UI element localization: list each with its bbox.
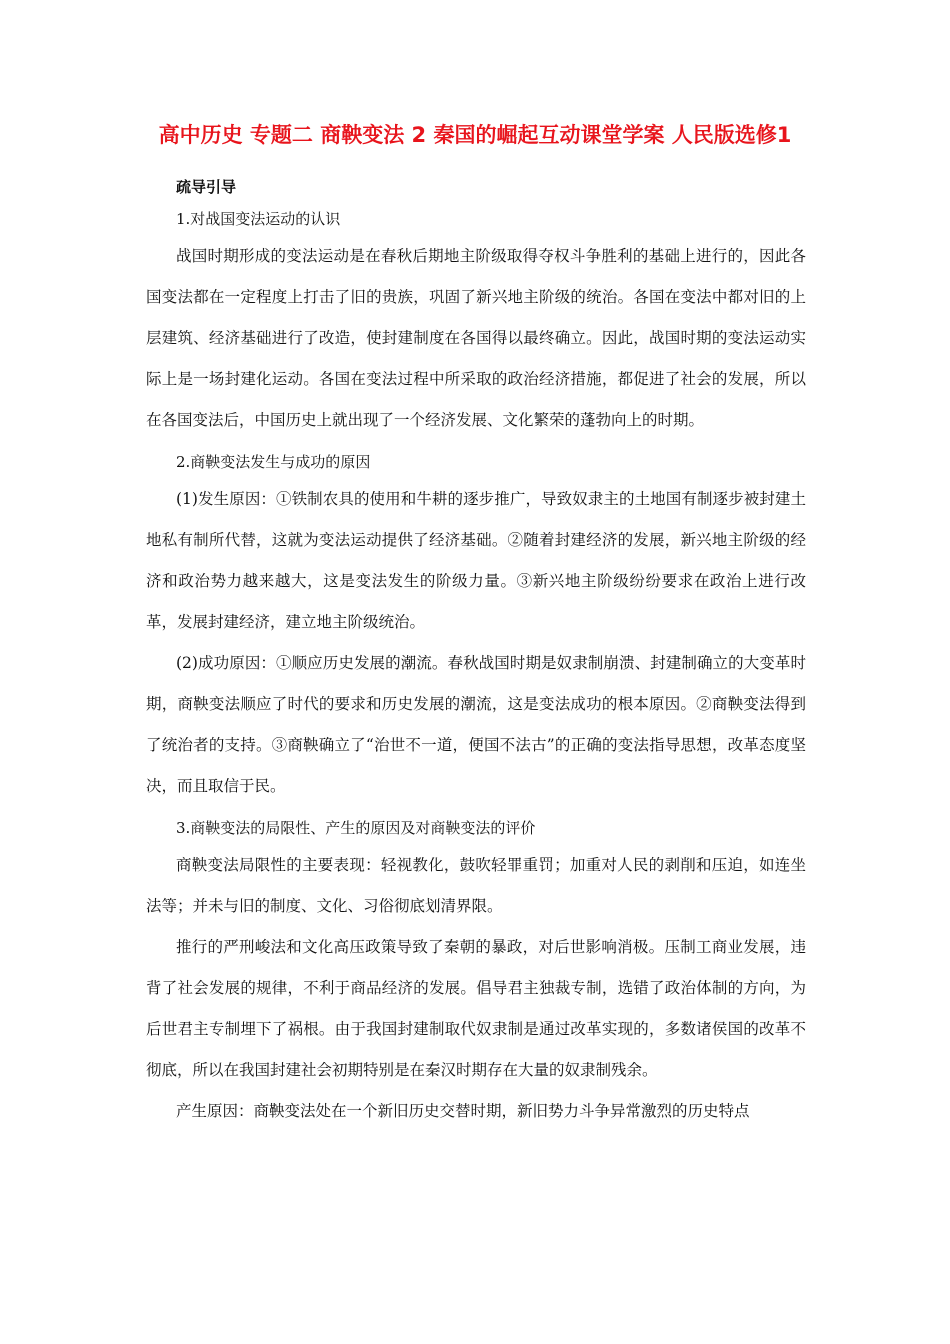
subheading-3: 3.商鞅变法的局限性、产生的原因及对商鞅变法的评价	[176, 819, 536, 837]
paragraph-1: 战国时期形成的变法运动是在春秋后期地主阶级取得夺权斗争胜利的基础上进行的，因此各国变法都在一定程度上打击了旧的贵族，巩固了新兴地主阶级的统治。各国在变法中都对旧的上层建筑、经济基础进行了改造，使封建制度在各国得以最终确立。因此，战国时期的变法运动实际上是一场封建化运动。各国在变法过程中所采取的政治经济措施，都促进了社会的发展，所以在各国变法后，中国历史上就出现了一个经济发展、文化繁荣的蓬勃向上的时期。	[146, 247, 806, 429]
document-title: 高中历史 专题二 商鞅变法 2 秦国的崛起互动课堂学案 人民版选修1	[158, 123, 792, 147]
paragraph-6: 产生原因：商鞅变法处在一个新旧历史交替时期，新旧势力斗争异常激烈的历史特点	[176, 1102, 750, 1120]
document-body	[146, 176, 806, 1132]
paragraph-3: (2)成功原因：①顺应历史发展的潮流。春秋战国时期是奴隶制崩溃、封建制确立的大变革时期，商鞅变法顺应了时代的要求和历史发展的潮流，这是变法成功的根本原因。②商鞅变法得到了统治者的支持。③商鞅确立了“治世不一道，便国不法古”的正确的变法指导思想，改革态度坚决，而且取信于民。	[146, 654, 806, 795]
subheading-1: 1.对战国变法运动的认识	[176, 210, 341, 228]
subheading-2: 2.商鞅变法发生与成功的原因	[176, 453, 371, 471]
paragraph-4: 商鞅变法局限性的主要表现：轻视教化，鼓吹轻罪重罚；加重对人民的剥削和压迫，如连坐法等；并未与旧的制度、文化、习俗彻底划清界限。	[146, 856, 806, 915]
paragraph-2: (1)发生原因：①铁制农具的使用和牛耕的逐步推广，导致奴隶主的土地国有制逐步被封建土地私有制所代替，这就为变法运动提供了经济基础。②随着封建经济的发展，新兴地主阶级的经济和政治势力越来越大，这是变法发生的阶级力量。③新兴地主阶级纷纷要求在政治上进行改革，发展封建经济，建立地主阶级统治。	[146, 490, 806, 631]
paragraph-5: 推行的严刑峻法和文化高压政策导致了秦朝的暴政，对后世影响消极。压制工商业发展，违背了社会发展的规律，不利于商品经济的发展。倡导君主独裁专制，选错了政治体制的方向，为后世君主专制埋下了祸根。由于我国封建制取代奴隶制是通过改革实现的，多数诸侯国的改革不彻底，所以在我国封建社会初期特别是在秦汉时期存在大量的奴隶制残余。	[146, 938, 806, 1079]
section-heading: 疏导引导	[176, 178, 237, 196]
